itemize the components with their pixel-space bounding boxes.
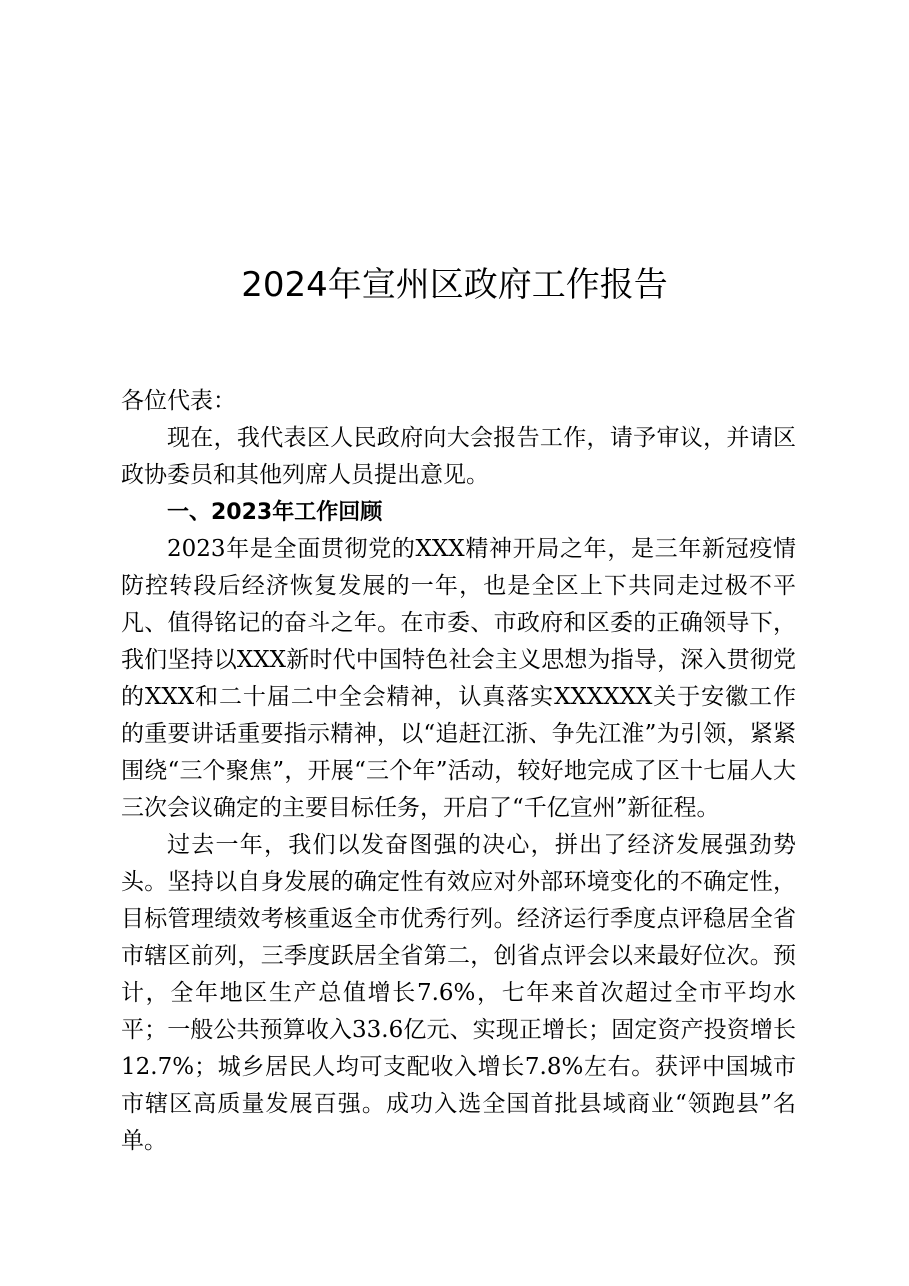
intro-paragraph: 现在，我代表区人民政府向大会报告工作，请予审议，并请区政协委员和其他列席人员提出意见。 — [121, 425, 796, 488]
document-body — [121, 383, 796, 1160]
section-heading: 一、2023年工作回顾 — [167, 500, 383, 525]
salutation: 各位代表： — [121, 388, 236, 414]
paragraph-2: 过去一年，我们以发奋图强的决心，拼出了经济发展强劲势头。坚持以自身发展的确定性有效应对外部环境变化的不确定性，目标管理绩效考核重返全市优秀行列。经济运行季度点评稳居全省市辖区前列，三季度跃居全省第二，创省点评会以来最好位次。预计，全年地区生产总值增长7.6%，七年来首次超过全市平均水平；一般公共预算收入33.6亿元、实现正增长；固定资产投资增长12.7%；城乡居民人均可支配收入增长7.8%左右。获评中国城市市辖区高质量发展百强。成功入选全国首批县域商业“领跑县”名单。 — [121, 832, 796, 1154]
paragraph-1: 2023年是全面贯彻党的XXX精神开局之年，是三年新冠疫情防控转段后经济恢复发展的一年，也是全区上下共同走过极不平凡、值得铭记的奋斗之年。在市委、市政府和区委的正确领导下，我们坚持以XXX新时代中国特色社会主义思想为指导，深入贯彻党的XXX和二十届二中全会精神，认真落实XXXXXX关于安徽工作的重要讲话重要指示精神，以“追赶江浙、争先江淮”为引领，紧紧围绕“三个聚焦”，开展“三个年”活动，较好地完成了区十七届人大三次会议确定的主要目标任务，开启了“千亿宣州”新征程。 — [121, 536, 796, 821]
document-title: 2024年宣州区政府工作报告 — [241, 265, 668, 305]
